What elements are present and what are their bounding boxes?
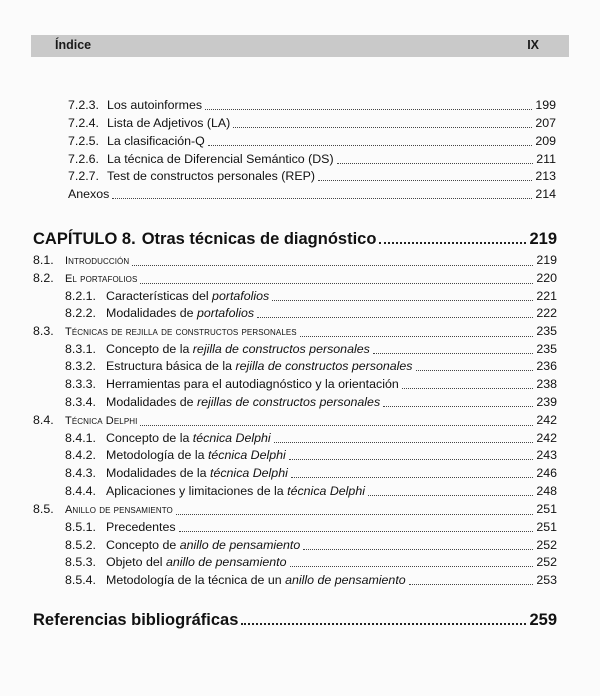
- toc-entry-page: 221: [536, 289, 557, 303]
- dot-leader: [176, 514, 533, 515]
- dot-leader: [112, 198, 532, 199]
- toc-entry-title: Modalidades de rejillas de constructos personales: [106, 395, 381, 409]
- toc-entry-title: Aplicaciones y limitaciones de la técnica Delphi: [106, 484, 365, 498]
- header-title: Índice: [55, 38, 92, 52]
- toc-entry-title: Concepto de anillo de pensamiento: [106, 538, 301, 552]
- toc-entry-title: Concepto de la técnica Delphi: [106, 431, 271, 445]
- toc-section: [33, 270, 557, 288]
- toc-entry-page: 252: [536, 538, 557, 552]
- toc-entry-number: 8.5.1.: [65, 520, 97, 534]
- toc-entry-number: 8.5.2.: [65, 538, 97, 552]
- toc-entry-page: 246: [536, 466, 557, 480]
- dot-leader: [257, 317, 533, 318]
- toc-entry-number: 7.2.7.: [68, 169, 100, 183]
- toc-subsection: [65, 465, 557, 482]
- toc-entry-title: Los autoinformes: [107, 98, 203, 112]
- toc-entry-number: 8.4.4.: [65, 484, 97, 498]
- toc-entry-page: 242: [536, 431, 557, 445]
- toc-subsection: [65, 341, 557, 358]
- toc-entry-number: 8.4.3.: [65, 466, 97, 480]
- toc-entry-number: 8.5.4.: [65, 573, 97, 587]
- toc-entry-title: Test de constructos personales (REP): [107, 169, 315, 183]
- dot-leader: [409, 584, 534, 585]
- toc-entry-page: 235: [536, 342, 557, 356]
- toc-entry-page: 239: [536, 395, 557, 409]
- header-page-number: IX: [527, 38, 539, 52]
- toc-entry-page: 219: [536, 253, 557, 267]
- references-heading: [33, 610, 557, 630]
- toc-section: [33, 323, 557, 341]
- toc-entry-title: Anillo de pensamiento: [65, 504, 173, 516]
- references-page: 259: [529, 611, 557, 629]
- toc-entry-number: 8.3.: [33, 324, 54, 338]
- dot-leader: [241, 623, 526, 625]
- dot-leader: [233, 127, 532, 128]
- chapter-label: CAPÍTULO 8.: [33, 230, 136, 248]
- toc-section: [33, 412, 557, 430]
- toc-entry-page: 199: [535, 98, 556, 112]
- dot-leader: [300, 336, 534, 337]
- toc-entry-page: 243: [536, 448, 557, 462]
- dot-leader: [368, 495, 533, 496]
- toc-entry-title: Lista de Adjetivos (LA): [107, 116, 231, 130]
- toc-entry-page: 211: [536, 152, 556, 166]
- toc-entry: [68, 133, 556, 150]
- dot-leader: [272, 300, 533, 301]
- dot-leader: [290, 566, 534, 567]
- dot-leader: [379, 242, 526, 244]
- references-title: Referencias bibliográficas: [33, 611, 239, 629]
- toc-entry-title: Precedentes: [106, 520, 176, 534]
- toc-entry-page: 251: [536, 502, 557, 516]
- toc-subsection: [65, 554, 557, 571]
- chapter-page: 219: [529, 230, 557, 248]
- toc-entry-page: 238: [536, 377, 557, 391]
- toc-subsection: [65, 537, 557, 554]
- toc-subsection: [65, 447, 557, 464]
- toc-entry-number: 7.2.5.: [68, 134, 100, 148]
- toc-entry-title: Modalidades de la técnica Delphi: [106, 466, 288, 480]
- toc-entry-title: La técnica de Diferencial Semántico (DS): [107, 152, 334, 166]
- dot-leader: [274, 442, 534, 443]
- toc-entry-title: Concepto de la rejilla de constructos personales: [106, 342, 370, 356]
- toc-subsection: [65, 305, 557, 322]
- toc-entry-number: 8.4.1.: [65, 431, 97, 445]
- toc-entry-page: 242: [536, 413, 557, 427]
- toc-subsection: [65, 519, 557, 536]
- toc-entry-title: Metodología de la técnica Delphi: [106, 448, 286, 462]
- dot-leader: [416, 370, 534, 371]
- toc-entry-title: El portafolios: [65, 273, 138, 285]
- dot-leader: [289, 459, 534, 460]
- dot-leader: [337, 163, 534, 164]
- toc-entry: [68, 168, 556, 185]
- toc-entry-number: 8.5.: [33, 502, 54, 516]
- toc-entry-page: 209: [535, 134, 556, 148]
- toc-entry-page: 220: [536, 271, 557, 285]
- toc-entry-page: 251: [536, 520, 557, 534]
- toc-entry-page: 252: [536, 555, 557, 569]
- toc-entry-number: 8.2.2.: [65, 306, 97, 320]
- dot-leader: [291, 477, 533, 478]
- toc-entry-number: 8.4.2.: [65, 448, 97, 462]
- dot-leader: [205, 109, 532, 110]
- toc-entry-title: Metodología de la técnica de un anillo de pensamiento: [106, 573, 406, 587]
- toc-entry: [68, 115, 556, 132]
- toc-entry-page: 248: [536, 484, 557, 498]
- toc-entry-number: 7.2.4.: [68, 116, 100, 130]
- toc-entry-number: 8.3.3.: [65, 377, 97, 391]
- dot-leader: [208, 145, 533, 146]
- toc-entry-title: Estructura básica de la rejilla de constructos personales: [106, 359, 413, 373]
- toc-entry-title: Técnica Delphi: [65, 415, 138, 427]
- toc-entry-number: 7.2.6.: [68, 152, 100, 166]
- toc-subsection: [65, 358, 557, 375]
- toc-entry-page: 236: [536, 359, 557, 373]
- toc-entry-number: 8.1.: [33, 253, 54, 267]
- toc-entry-title: Herramientas para el autodiagnóstico y la orientación: [106, 377, 399, 391]
- chapter-title: Otras técnicas de diagnóstico: [141, 230, 377, 248]
- toc-entry-page: 214: [535, 187, 556, 201]
- dot-leader: [140, 283, 533, 284]
- dot-leader: [132, 265, 533, 266]
- toc-entry-number: 8.4.: [33, 413, 54, 427]
- toc-entry-title: Características del portafolios: [106, 289, 270, 303]
- toc-entry-page: 235: [536, 324, 557, 338]
- toc-entry-number: 8.3.2.: [65, 359, 97, 373]
- toc-subsection: [65, 483, 557, 500]
- toc-entry-number: 8.2.: [33, 271, 54, 285]
- dot-leader: [383, 406, 533, 407]
- toc-entry-page: 253: [536, 573, 557, 587]
- toc-section: [33, 252, 557, 270]
- toc-entry-title: Modalidades de portafolios: [106, 306, 255, 320]
- toc-subsection: [65, 430, 557, 447]
- chapter-heading: [33, 229, 557, 249]
- toc-entry-number: 8.3.4.: [65, 395, 97, 409]
- toc-subsection: [65, 572, 557, 589]
- toc-subsection: [65, 288, 557, 305]
- dot-leader: [179, 531, 534, 532]
- toc-entry-page: 213: [535, 169, 556, 183]
- toc-entry-title: Objeto del anillo de pensamiento: [106, 555, 287, 569]
- dot-leader: [402, 388, 534, 389]
- toc-section: [33, 501, 557, 519]
- dot-leader: [373, 353, 534, 354]
- toc-entry-number: 8.5.3.: [65, 555, 97, 569]
- toc-subsection: [65, 394, 557, 411]
- toc-entry-page: 222: [536, 306, 557, 320]
- toc-entry-title: Introducción: [65, 255, 130, 267]
- toc-entry-title: La clasificación-Q: [107, 134, 205, 148]
- toc-entry-number: 7.2.3.: [68, 98, 100, 112]
- toc-entry-number: 8.3.1.: [65, 342, 97, 356]
- toc-subsection: [65, 376, 557, 393]
- dot-leader: [303, 549, 533, 550]
- toc-entry-title: Técnicas de rejilla de constructos personales: [65, 326, 297, 338]
- toc-entry: [68, 186, 556, 203]
- toc-entry: [68, 97, 556, 114]
- toc-entry-number: 8.2.1.: [65, 289, 97, 303]
- toc-entry-title: Anexos: [68, 187, 110, 201]
- toc-entry: [68, 151, 556, 168]
- dot-leader: [140, 425, 533, 426]
- dot-leader: [318, 180, 532, 181]
- toc-entry-page: 207: [535, 116, 556, 130]
